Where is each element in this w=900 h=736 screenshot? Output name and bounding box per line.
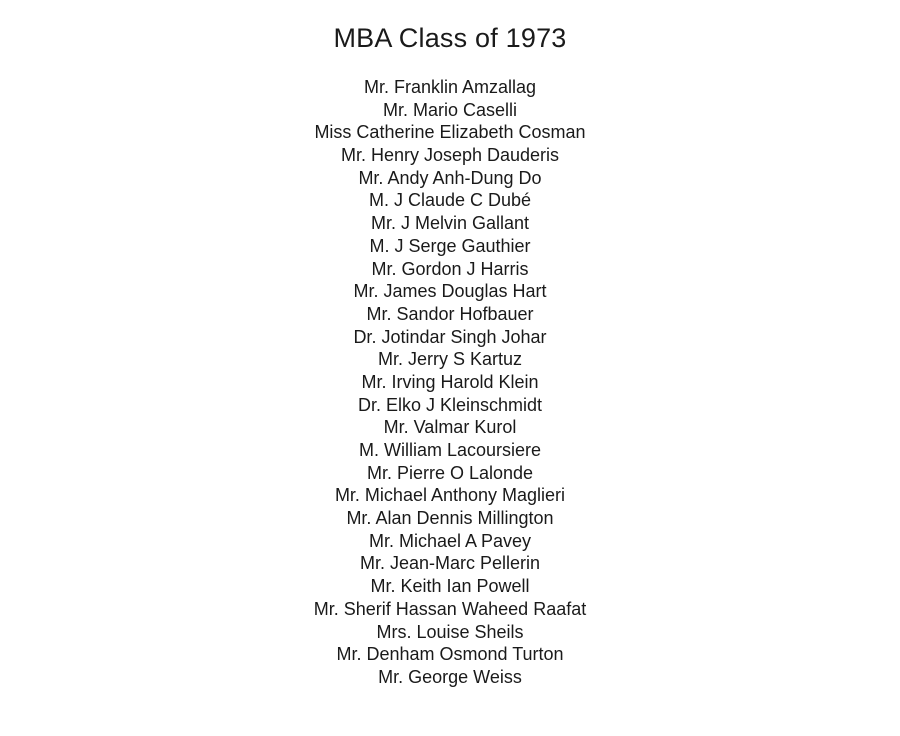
graduate-name: M. J Serge Gauthier [369, 235, 531, 256]
graduate-name: Mr. Denham Osmond Turton [336, 644, 564, 665]
graduate-name: M. William Lacoursiere [358, 440, 542, 460]
graduate-name: Mr. Jerry S Kartuz [377, 349, 523, 370]
graduate-name: Mr. Michael A Pavey [368, 530, 532, 551]
graduate-name: Mr. J Melvin Gallant [370, 213, 530, 234]
graduate-name: Dr. Elko J Kleinschmidt [357, 394, 543, 415]
graduate-name: Mr. Keith Ian Powell [370, 576, 530, 597]
graduate-name: Mr. Andy Anh-Dung Do [358, 167, 542, 188]
graduate-name: Mr. James Douglas Hart [353, 281, 547, 302]
graduate-name: Mr. Irving Harold Klein [361, 371, 539, 392]
graduate-name: Miss Catherine Elizabeth Cosman [314, 122, 586, 143]
graduate-name: Mr. Sandor Hofbauer [366, 303, 534, 324]
graduate-name: M. J Claude C Dubé [368, 190, 532, 211]
graduate-name: Dr. Jotindar Singh Johar [353, 326, 547, 347]
graduate-name: Mr. Mario Caselli [382, 99, 518, 120]
graduate-name: Mr. George Weiss [378, 666, 522, 687]
graduate-name: Mr. Franklin Amzallag [363, 77, 537, 97]
page-title: MBA Class of 1973 [333, 23, 567, 53]
graduate-name-list [0, 76, 900, 689]
graduate-name: Mr. Jean-Marc Pellerin [359, 553, 541, 574]
graduate-name: Mr. Henry Joseph Dauderis [340, 145, 560, 166]
graduate-name: Mr. Michael Anthony Maglieri [334, 485, 566, 506]
graduate-name: Mr. Valmar Kurol [383, 417, 517, 438]
graduate-name: Mr. Sherif Hassan Waheed Raafat [313, 598, 587, 619]
graduate-name: Mr. Alan Dennis Millington [346, 508, 554, 529]
graduate-name: Mr. Gordon J Harris [371, 258, 529, 279]
graduate-name: Mrs. Louise Sheils [376, 621, 524, 642]
graduate-name: Mr. Pierre O Lalonde [366, 462, 534, 483]
